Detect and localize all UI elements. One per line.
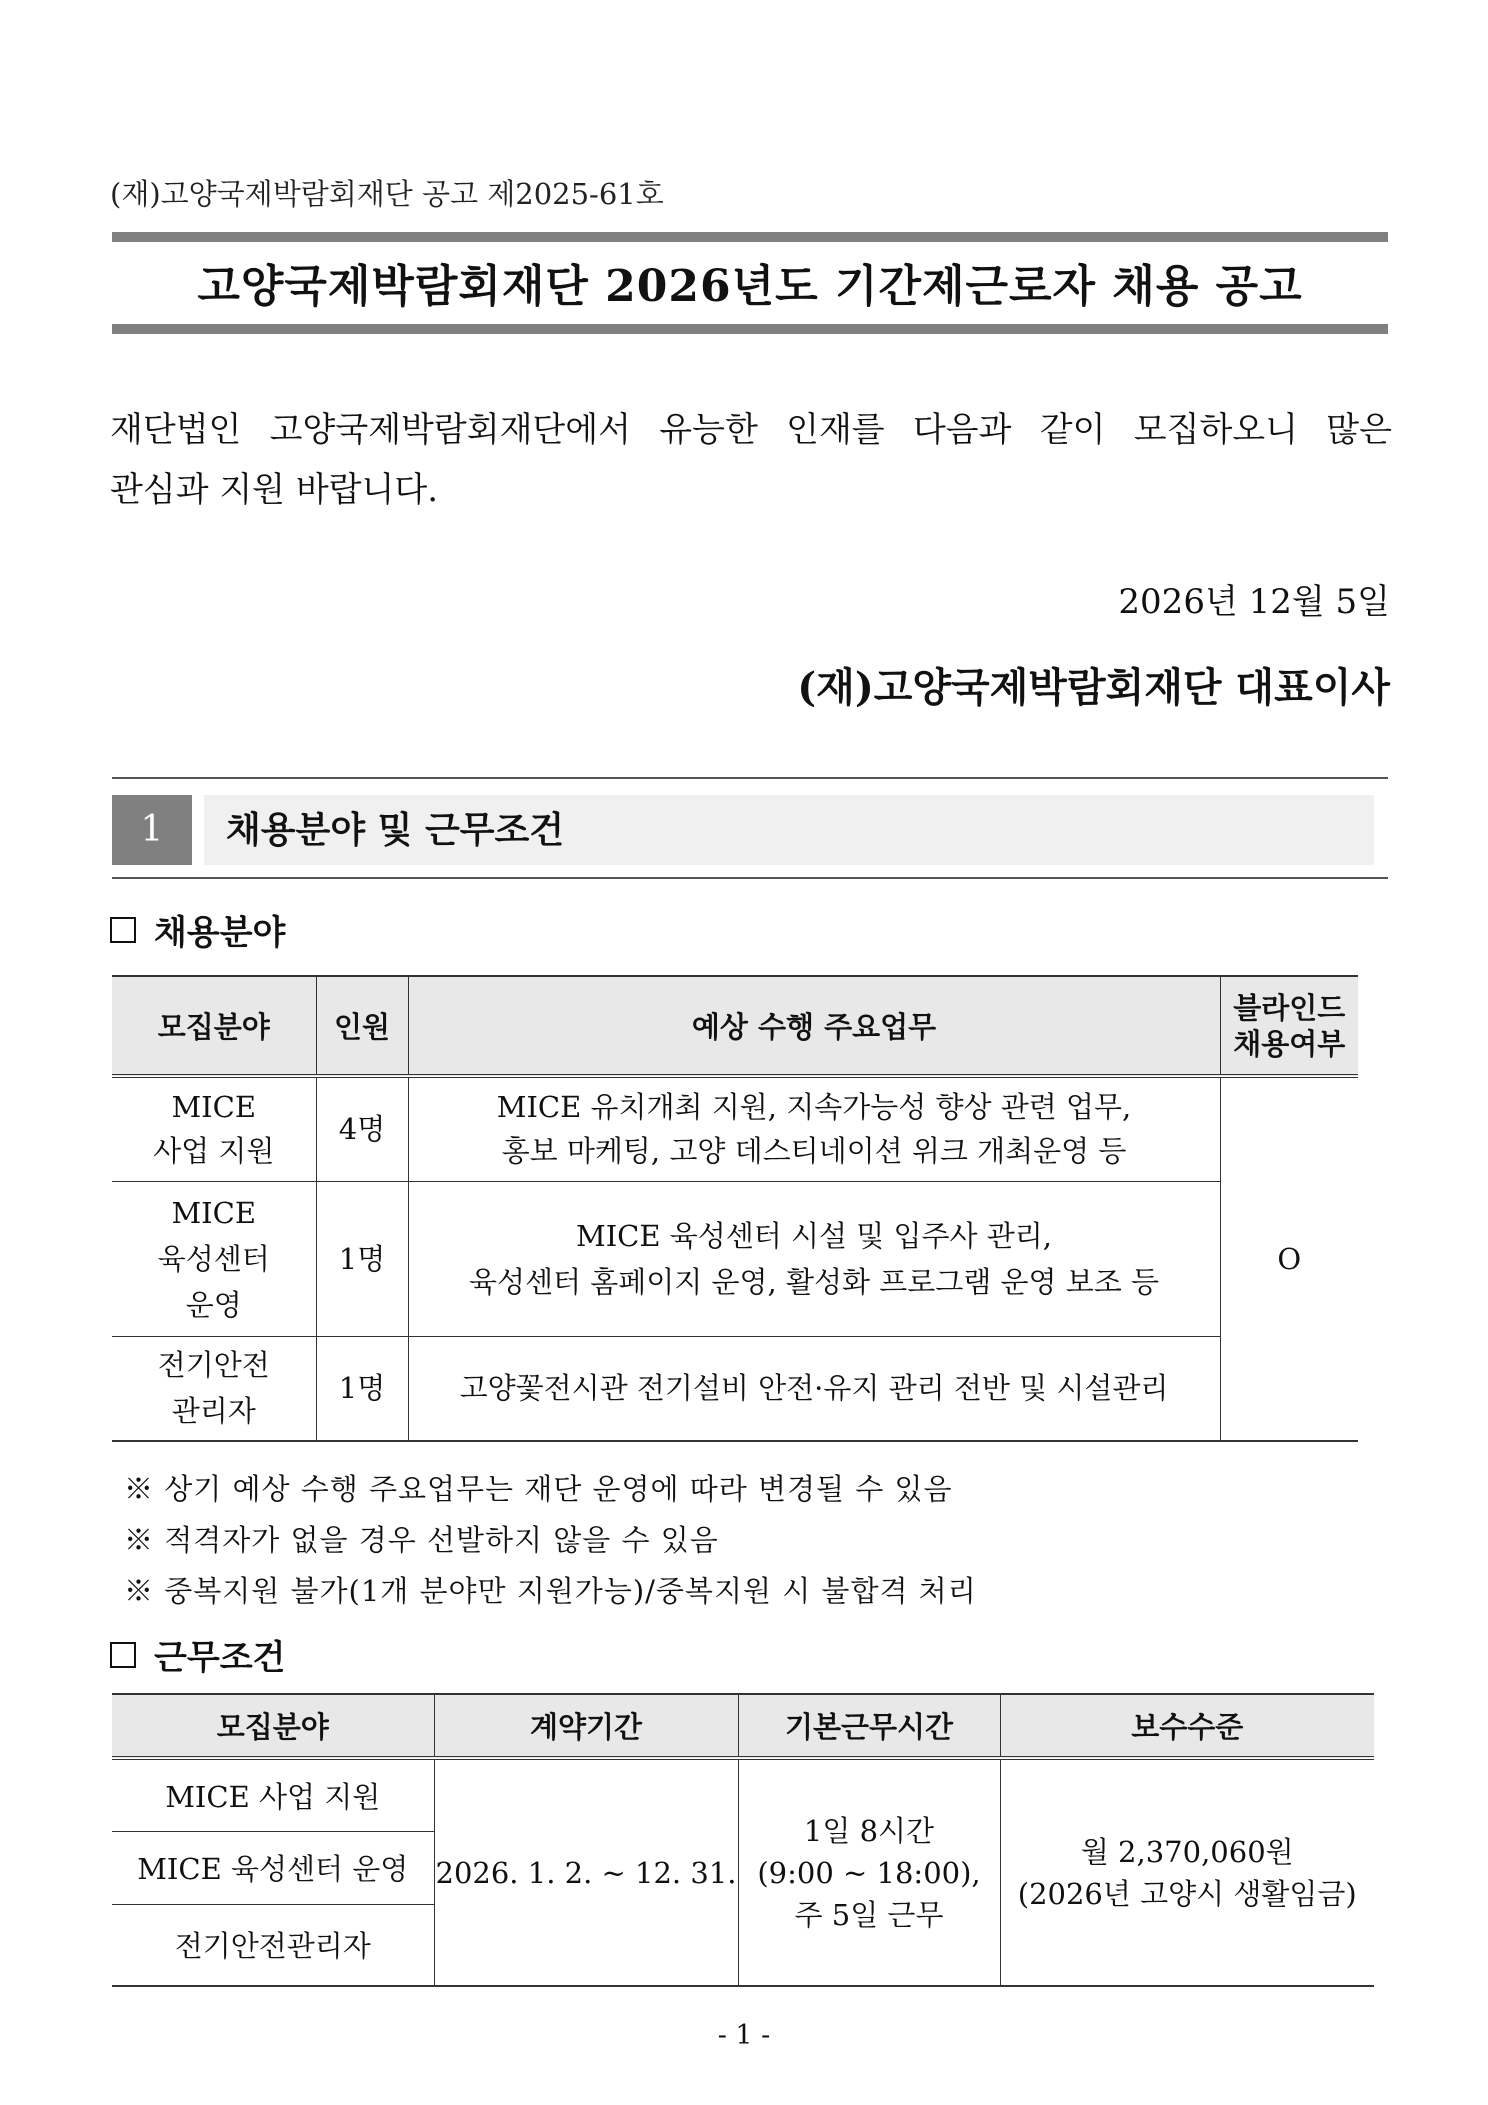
conditions-header-row xyxy=(112,1694,1374,1758)
table-row xyxy=(112,1181,1358,1336)
table-row xyxy=(112,1076,1358,1181)
row-duties xyxy=(408,1336,1220,1441)
intro-line-2: 관심과 지원 바랍니다. xyxy=(110,470,439,510)
hours-line1: 1일 8시간 xyxy=(803,1813,935,1848)
title-bottom-bar xyxy=(112,324,1388,334)
duties-line1: MICE 육성센터 시설 및 입주사 관리, xyxy=(576,1218,1052,1253)
contract-period: 2026. 1. 2. ~ 12. 31. xyxy=(434,1758,738,1986)
signer: (재)고양국제박람회재단 대표이사 xyxy=(797,664,1390,711)
table-row xyxy=(112,1758,1374,1831)
pay-line2: (2026년 고양시 생활임금) xyxy=(1017,1876,1357,1911)
row-count: 1명 xyxy=(316,1336,408,1441)
page-number: - 1 - xyxy=(717,2020,771,2051)
pay-level xyxy=(1000,1758,1374,1986)
title-top-bar xyxy=(112,232,1388,242)
note-3: ※ 중복지원 불가(1개 분야만 지원가능)/중복지원 시 불합격 처리 xyxy=(124,1574,977,1608)
work-hours xyxy=(738,1758,1000,1986)
recruit-subtitle xyxy=(110,905,285,954)
duties-line2: 육성센터 홈페이지 운영, 활성화 프로그램 운영 보조 등 xyxy=(468,1264,1160,1299)
intro-line-1: 재단법인 고양국제박람회재단에서 유능한 인재를 다음과 같이 모집하오니 많은 xyxy=(110,410,1392,450)
duties-line1: 고양꽃전시관 전기설비 안전·유지 관리 전반 및 시설관리 xyxy=(459,1371,1169,1406)
conditions-table xyxy=(112,1693,1374,1987)
condition-field: MICE 육성센터 운영 xyxy=(112,1831,434,1904)
table-row xyxy=(112,1336,1358,1441)
duties-line1: MICE 유치개최 지원, 지속가능성 향상 관련 업무, xyxy=(496,1090,1132,1125)
recruit-header-row xyxy=(112,976,1358,1076)
field-line1: MICE xyxy=(171,1090,256,1125)
row-count: 1명 xyxy=(316,1181,408,1336)
condition-field: MICE 사업 지원 xyxy=(112,1758,434,1831)
condition-field: 전기안전관리자 xyxy=(112,1904,434,1986)
recruit-subtitle-text: 채용분야 xyxy=(154,913,286,953)
field-line3: 운영 xyxy=(185,1287,242,1322)
blind-value: O xyxy=(1220,1076,1358,1441)
duties-line2: 홍보 마케팅, 고양 데스티네이션 위크 개최운영 등 xyxy=(501,1134,1127,1169)
header-count: 인원 xyxy=(316,976,408,1076)
hours-line3: 주 5일 근무 xyxy=(794,1897,944,1932)
checkbox-icon xyxy=(110,917,136,943)
header-blind-line1: 블라인드 xyxy=(1233,990,1346,1025)
header-period: 계약기간 xyxy=(434,1694,738,1758)
header-field: 모집분야 xyxy=(112,976,316,1076)
page-title: 고양국제박람회재단 2026년도 기간제근로자 채용 공고 xyxy=(197,261,1303,312)
notice-date: 2026년 12월 5일 xyxy=(1118,582,1390,622)
header-blind xyxy=(1220,976,1358,1076)
header-hours: 기본근무시간 xyxy=(738,1694,1000,1758)
row-duties xyxy=(408,1076,1220,1181)
row-count: 4명 xyxy=(316,1076,408,1181)
header-blind-line2: 채용여부 xyxy=(1233,1026,1346,1061)
row-duties xyxy=(408,1181,1220,1336)
row-field xyxy=(112,1336,316,1441)
field-line2: 관리자 xyxy=(171,1394,256,1429)
conditions-subtitle-text: 근무조건 xyxy=(154,1638,286,1678)
field-line2: 육성센터 xyxy=(157,1241,270,1276)
row-field xyxy=(112,1076,316,1181)
header-pay: 보수수준 xyxy=(1000,1694,1374,1758)
section-title: 채용분야 및 근무조건 xyxy=(226,809,565,851)
section-bottom-rule xyxy=(112,877,1388,879)
field-line1: MICE xyxy=(171,1195,256,1230)
pay-line1: 월 2,370,060원 xyxy=(1080,1834,1294,1869)
header-duties: 예상 수행 주요업무 xyxy=(408,976,1220,1076)
field-line1: 전기안전 xyxy=(157,1348,270,1383)
row-field xyxy=(112,1181,316,1336)
header-field: 모집분야 xyxy=(112,1694,434,1758)
conditions-subtitle xyxy=(110,1630,285,1679)
section-number: 1 xyxy=(112,795,192,865)
hours-line2: (9:00 ~ 18:00), xyxy=(757,1855,981,1890)
notice-number: (재)고양국제박람회재단 공고 제2025-61호 xyxy=(110,177,664,211)
field-line2: 사업 지원 xyxy=(153,1134,275,1169)
note-1: ※ 상기 예상 수행 주요업무는 재단 운영에 따라 변경될 수 있음 xyxy=(124,1472,953,1506)
checkbox-icon xyxy=(110,1642,136,1668)
note-2: ※ 적격자가 없을 경우 선발하지 않을 수 있음 xyxy=(124,1523,719,1557)
recruit-table xyxy=(112,975,1358,1442)
section-top-rule xyxy=(112,777,1388,779)
